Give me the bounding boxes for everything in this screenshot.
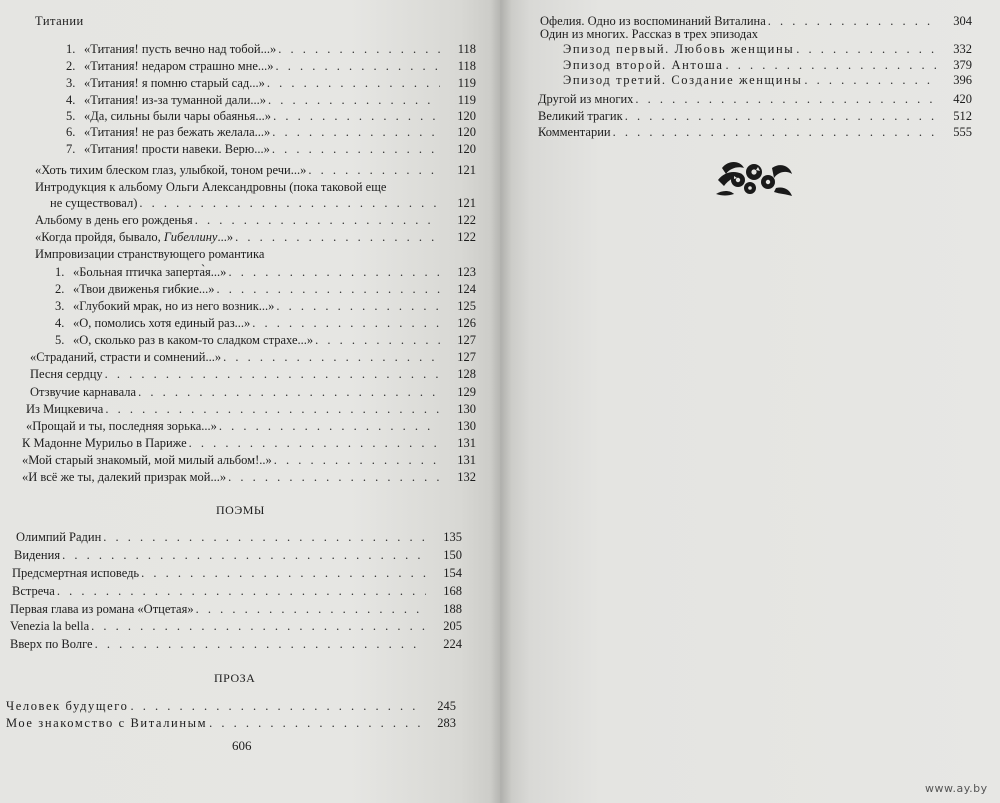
section-heading-titania: Титании [35,14,84,28]
toc-entry: Отзвучие карнавала . . . 129 [30,383,476,401]
toc-entry: Великий трагик . . . 512 [538,107,972,125]
toc-entry: Интродукция к альбому Ольги Александровны (пока таковой еще [35,180,387,194]
toc-entry: Эпизод третий. Создание женщины . . . 396 [563,71,972,89]
toc-entry: Один из многих. Рассказ в трех эпизодах [540,27,759,41]
toc-entry: 4. «Титания! из-за туманной дали...» . . . 119 [66,91,476,109]
section-heading-prose: ПРОЗА [214,671,256,685]
toc-entry: Первая глава из романа «Отцетая» . . . 188 [10,600,462,618]
book-gutter [490,0,512,803]
toc-entry: 3. «Титания! я помню старый сад...» . . . 119 [66,74,476,92]
toc-entry: «И всё же ты, далекий призрак мой...» . . . 132 [22,468,476,486]
toc-entry: Олимпий Радин . . . 135 [16,528,462,546]
toc-entry: «Мой старый знакомый, мой милый альбом!..» . . . 131 [22,451,476,469]
toc-entry: Эпизод второй. Антоша . . . 379 [563,56,972,74]
toc-entry: 5. «Да, сильны были чары обаянья...» . . . 120 [66,107,476,125]
page-number: 606 [232,738,252,753]
toc-entry: Альбому в день его рожденья . . . 122 [35,211,476,229]
toc-entry: 5. «О, сколько раз в каком-то сладком страхе...» . . . 127 [55,331,476,349]
toc-entry: Эпизод первый. Любовь женщины . . . 332 [563,40,972,58]
toc-entry: «Хоть тихим блеском глаз, улыбкой, тоном речи...» . . . 121 [35,161,476,179]
toc-entry: 3. «Глубокий мрак, но из него возник...» . . . 125 [55,297,476,315]
toc-entry: «Страданий, страсти и сомнений...» . . . 127 [30,348,476,366]
toc-entry: 2. «Титания! недаром страшно мне...» . . . 118 [66,57,476,75]
toc-entry: «Прощай и ты, последняя зорька...» . . . 130 [26,417,476,435]
toc-entry: 1. «Титания! пусть вечно над тобой...» . . . 118 [66,40,476,58]
toc-entry: Другой из многих . . . 420 [538,90,972,108]
toc-entry: Вверх по Волге . . . 224 [10,635,462,653]
toc-entry: 1. «Больная птичка заперта̀я...» . . . 123 [55,263,476,281]
toc-entry: Человек будущего . . . 245 [6,697,456,715]
toc-entry: Встреча . . . 168 [12,582,462,600]
toc-entry: Venezia la bella . . . 205 [10,617,462,635]
toc-entry: Офелия. Одно из воспоминаний Виталина . . . 304 [540,12,972,30]
section-heading-poems: ПОЭМЫ [216,503,265,517]
toc-entry: Из Мицкевича . . . 130 [26,400,476,418]
toc-entry: Предсмертная исповедь . . . 154 [12,564,462,582]
toc-entry: Песня сердцу . . . 128 [30,365,476,383]
floral-ornament-icon [714,154,794,198]
toc-entry: Импровизации странствующего романтика [35,247,265,261]
toc-entry: 2. «Твои движенья гибкие...» . . . 124 [55,280,476,298]
toc-entry: К Мадонне Мурильо в Париже . . . 131 [22,434,476,452]
toc-entry: Мое знакомство с Виталиным . . . 283 [6,714,456,732]
watermark-text: www.ay.by [925,782,988,795]
toc-entry: 6. «Титания! не раз бежать желала...» . . . 120 [66,123,476,141]
toc-entry: Видения . . . 150 [14,546,462,564]
toc-entry: 4. «О, помолись хотя единый раз...» . . . 126 [55,314,476,332]
toc-entry: 7. «Титания! прости навеки. Верю...» . . . 120 [66,140,476,158]
toc-entry: не существовал) . . . 121 [50,194,476,212]
toc-entry: Комментарии . . . 555 [538,123,972,141]
toc-entry: «Когда пройдя, бывало, Гибеллину...» . . . 122 [35,228,476,246]
